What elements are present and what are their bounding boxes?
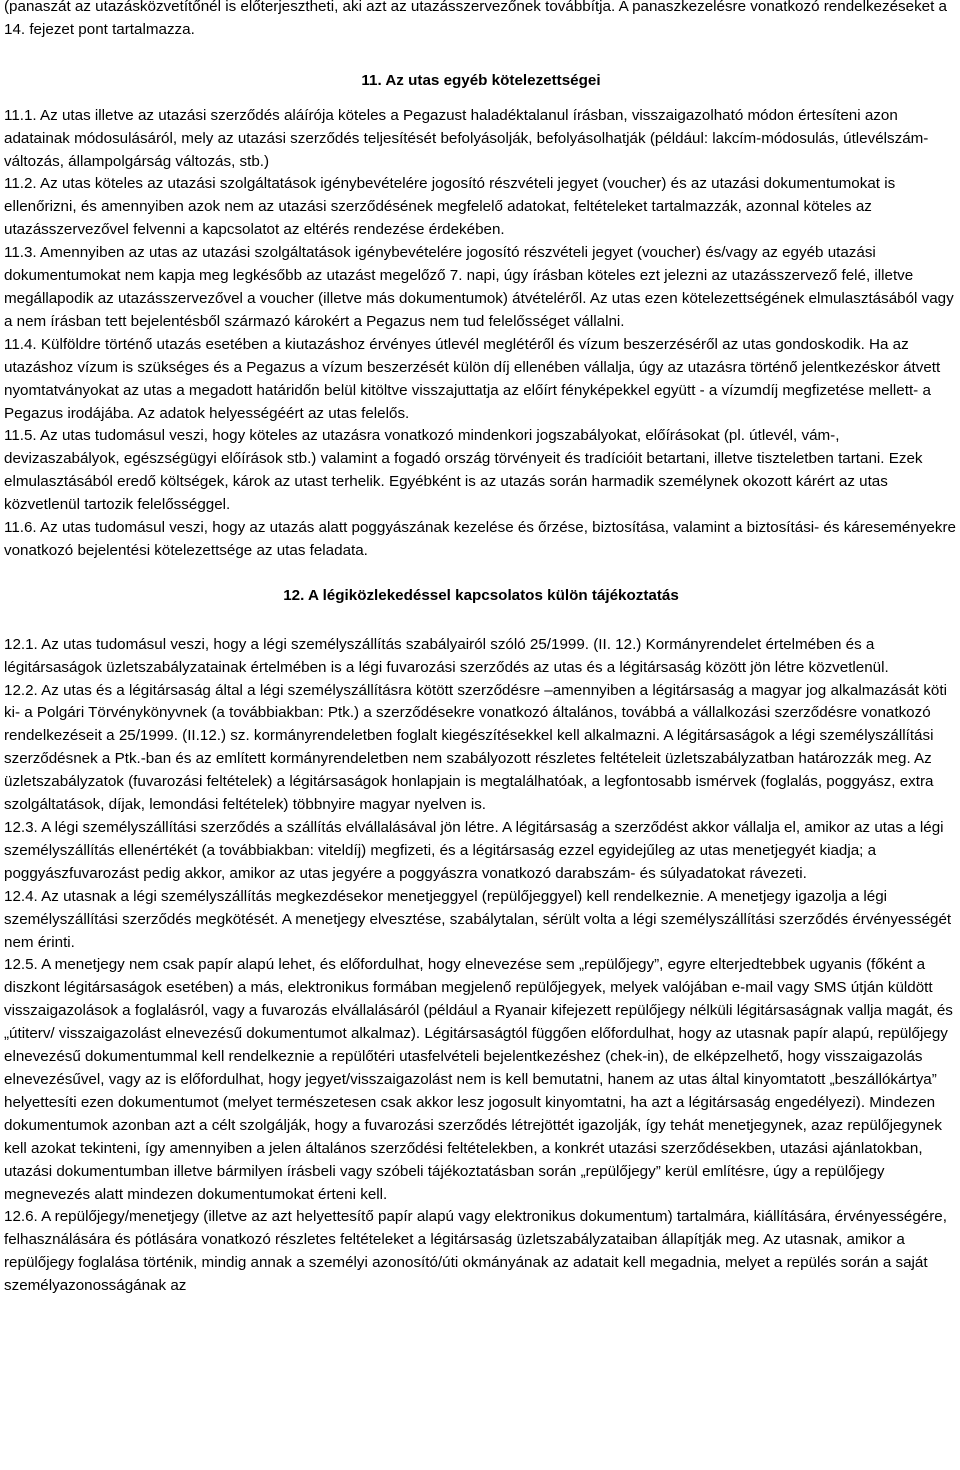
paragraph-12-1: 12.1. Az utas tudomásul veszi, hogy a légi személyszállítás szabályairól szóló 25/1999. (II. 12.) Kormányrendelet értelmében és a légitársaságok üzletszabályzatainak értelmében is a légi fuvarozási szerződés az utas és a légitársaság között jön létre közvetlenül.	[4, 635, 889, 676]
document-page	[4, 0, 958, 1298]
section-12-body	[4, 634, 958, 1298]
section-11-heading: 11. Az utas egyéb kötelezettségei	[361, 71, 601, 89]
section-11-body	[4, 105, 958, 563]
paragraph-11-1: 11.1. Az utas illetve az utazási szerződés aláírója köteles a Pegazust haladéktalanul írásban, visszaigazolható módon értesíteni azon adatainak módosulásáról, mely az utazási szerződés teljesítését befolyásolják, befolyásolhatják (például: lakcím-módosulás, útlevélszám-változás, állampolgárság változás, stb.)	[4, 106, 929, 170]
paragraph-12-2: 12.2. Az utas és a légitársaság által a légi személyszállításra kötött szerződésre –amennyiben a légitársaság a magyar jog alkalmazását köti ki- a Polgári Törvénykönyvnek (a továbbiakban: Ptk.) a szerződésekre vonatkozó általános, továbbá a vállalkozási szerződésre vonatkozó rendelkezéseit a 25/1999. (II.12.) sz. kormányrendeletben foglalt kiegészítésekkel kell alkalmazni. A légitársaságok a légi személyszállítási szerződésnek a Ptk.-ban és az említett kormányrendeletben nem szabályozott részletes feltételeit üzletszabályzatban határozzák meg. Az üzletszabályzatok (fuvarozási feltételek) a légitársaságok honlapjain is megtalálhatóak, a legfontosabb ismérvek (foglalás, poggyász, extra szolgáltatások, díjak, lemondási feltételek) többnyire magyar nyelven is.	[4, 681, 947, 814]
paragraph-11-5: 11.5. Az utas tudomásul veszi, hogy köteles az utazásra vonatkozó mindenkori jogszabályokat, előírásokat (pl. útlevél, vám-, devizaszabályok, egészségügyi előírások stb.) valamint a fogadó ország törvényeit és tradícióit betartani, illetve tiszteletben tartani. Ezek elmulasztásából eredő költségek, károk az utast terhelik. Egyébként is az utazás során harmadik személynek okozott kárért az utas közvetlenül tartozik felelősséggel.	[4, 427, 923, 514]
paragraph-12-6: 12.6. A repülőjegy/menetjegy (illetve az azt helyettesítő papír alapú vagy elektronikus dokumentum) tartalmára, kiállítására, érvényességére, felhasználására és pótlására vonatkozó részletes feltételeket a légitársaság üzletszabályzataiban állapítják meg. Az utasnak, amikor a repülőjegy foglalása történik, mindig annak a személyi azonosító/úti okmányának az adatait kell megadnia, melyet a repülés során a saját személyazonosságának az	[4, 1208, 947, 1295]
paragraph-12-3: 12.3. A légi személyszállítási szerződés a szállítás elvállalásával jön létre. A légitársaság a szerződést akkor vállalja el, amikor az utas a légi személyszállítás ellenértékét (a továbbiakban: viteldíj) megfizeti, és a légitársaság ezzel egyidejűleg az utas menetjegyét kiadja; a poggyászfuvarozást pedig akkor, amikor az utas jegyére a poggyászra vonatkozó darabszám- és súlyadatokat rávezeti.	[4, 819, 944, 882]
section-12-heading: 12. A légiközlekedéssel kapcsolatos külön tájékoztatás	[283, 586, 679, 604]
paragraph-12-5: 12.5. A menetjegy nem csak papír alapú lehet, és előfordulhat, hogy elnevezése sem „repülőjegy”, egyre elterjedtebbek ugyanis (főként a diszkont légitársaságok esetében) a más, elektronikus formában megjelenő repülőjegyek, melyek valójában e-mail vagy SMS útján küldött visszaigazolások a foglalásról, vagy a fuvarozás elvállalásáról (például a Ryanair kifejezett repülőjegy nélküli légitársaságnak vallja magát, és „útiterv/ visszaigazolást elnevezésű dokumentumot alkalmaz). Légitársaságtól függően előfordulhat, hogy az utasnak papír alapú, repülőjegy elnevezésű dokumentummal kell rendelkeznie a repülőtéri utasfelvételi bejelentkezéshez (chek-in), de elképzelhető, hogy visszaigazolás elnevezésűvel, vagy az is előfordulhat, hogy jegyet/visszaigazolást nem is kell bemutatni, hanem az utas által kinyomtatott „beszállókártya” helyettesíti ezen dokumentumot (melyet természetesen csak akkor lesz jogosult kinyomtatni, ha azt a légitársaság engedélyezi). Mindezen dokumentumok azonban azt a célt szolgálják, hogy a fuvarozási szerződés létrejöttét igazolják, így tehát menetjegynek, azaz repülőjegynek kell azokat tekinteni, így amennyiben a jelen általános szerződési feltételekben, a konkrét utazási szerződésekben, utazási ajánlatokban, utazási dokumentumban illetve bármilyen írásbeli vagy szóbeli tájékoztatásban során „repülőjegy” kerül említésre, úgy a repülőjegy megnevezés alatt mindezen dokumentumokat érteni kell.	[4, 956, 953, 1203]
paragraph-11-6: 11.6. Az utas tudomásul veszi, hogy az utazás alatt poggyászának kezelése és őrzése, biztosítása, valamint a biztosítási- és káreseményekre vonatkozó bejelentési kötelezettsége az utas feladata.	[4, 519, 956, 559]
paragraph-12-4: 12.4. Az utasnak a légi személyszállítás megkezdésekor menetjeggyel (repülőjeggyel) kell rendelkeznie. A menetjegy igazolja a légi személyszállítási szerződés megkötését. A menetjegy elvesztése, szabálytalan, sérült volta a légi személyszállítási szerződés érvényességét nem érinti.	[4, 887, 952, 951]
paragraph-11-2: 11.2. Az utas köteles az utazási szolgáltatások igénybevételére jogosító részvételi jegyet (voucher) és az utazási dokumentumokat is ellenőrizni, és amennyiben azok nem az utazási szerződésének megfelelő adatokat, feltételeket tartalmazzák, azonnal köteles az utazásszervezővel felvenni a kapcsolatot az eltérés rendezése érdekében.	[4, 175, 896, 239]
intro-paragraph: (panaszát az utazásközvetítőnél is előterjesztheti, aki azt az utazásszervezőnek továbbítja. A panaszkezelésre vonatkozó rendelkezéseket a 14. fejezet pont tartalmazza.	[4, 0, 948, 38]
paragraph-11-4: 11.4. Külföldre történő utazás esetében a kiutazáshoz érvényes útlevél meglétéről és vízum beszerzéséről az utas gondoskodik. Ha az utazáshoz vízum is szükséges és a Pegazus a vízum beszerzését külön díj ellenében vállalja, úgy az utazásra történő jelentkezéskor átvett nyomtatványokat az utas a megadott határidőn belül kitöltve visszajuttatja az előírt fényképekkel együtt - a vízumdíj megfizetése mellett- a Pegazus irodájába. Az adatok helyességéért az utas felelős.	[4, 335, 941, 422]
paragraph-11-3: 11.3. Amennyiben az utas az utazási szolgáltatások igénybevételére jogosító részvételi jegyet (voucher) és/vagy az egyéb utazási dokumentumokat nem kapja meg legkésőbb az utazást megelőző 7. napi, úgy írásban köteles ezt jelezni az utazásszervező felé, illetve megállapodik az utazásszervezővel a voucher (illetve más dokumentumok) átvételéről. Az utas ezen kötelezettségének elmulasztásából vagy a nem írásban tett bejelentésből származó károkért a Pegazus nem tud felelősséget vállalni.	[4, 244, 954, 330]
